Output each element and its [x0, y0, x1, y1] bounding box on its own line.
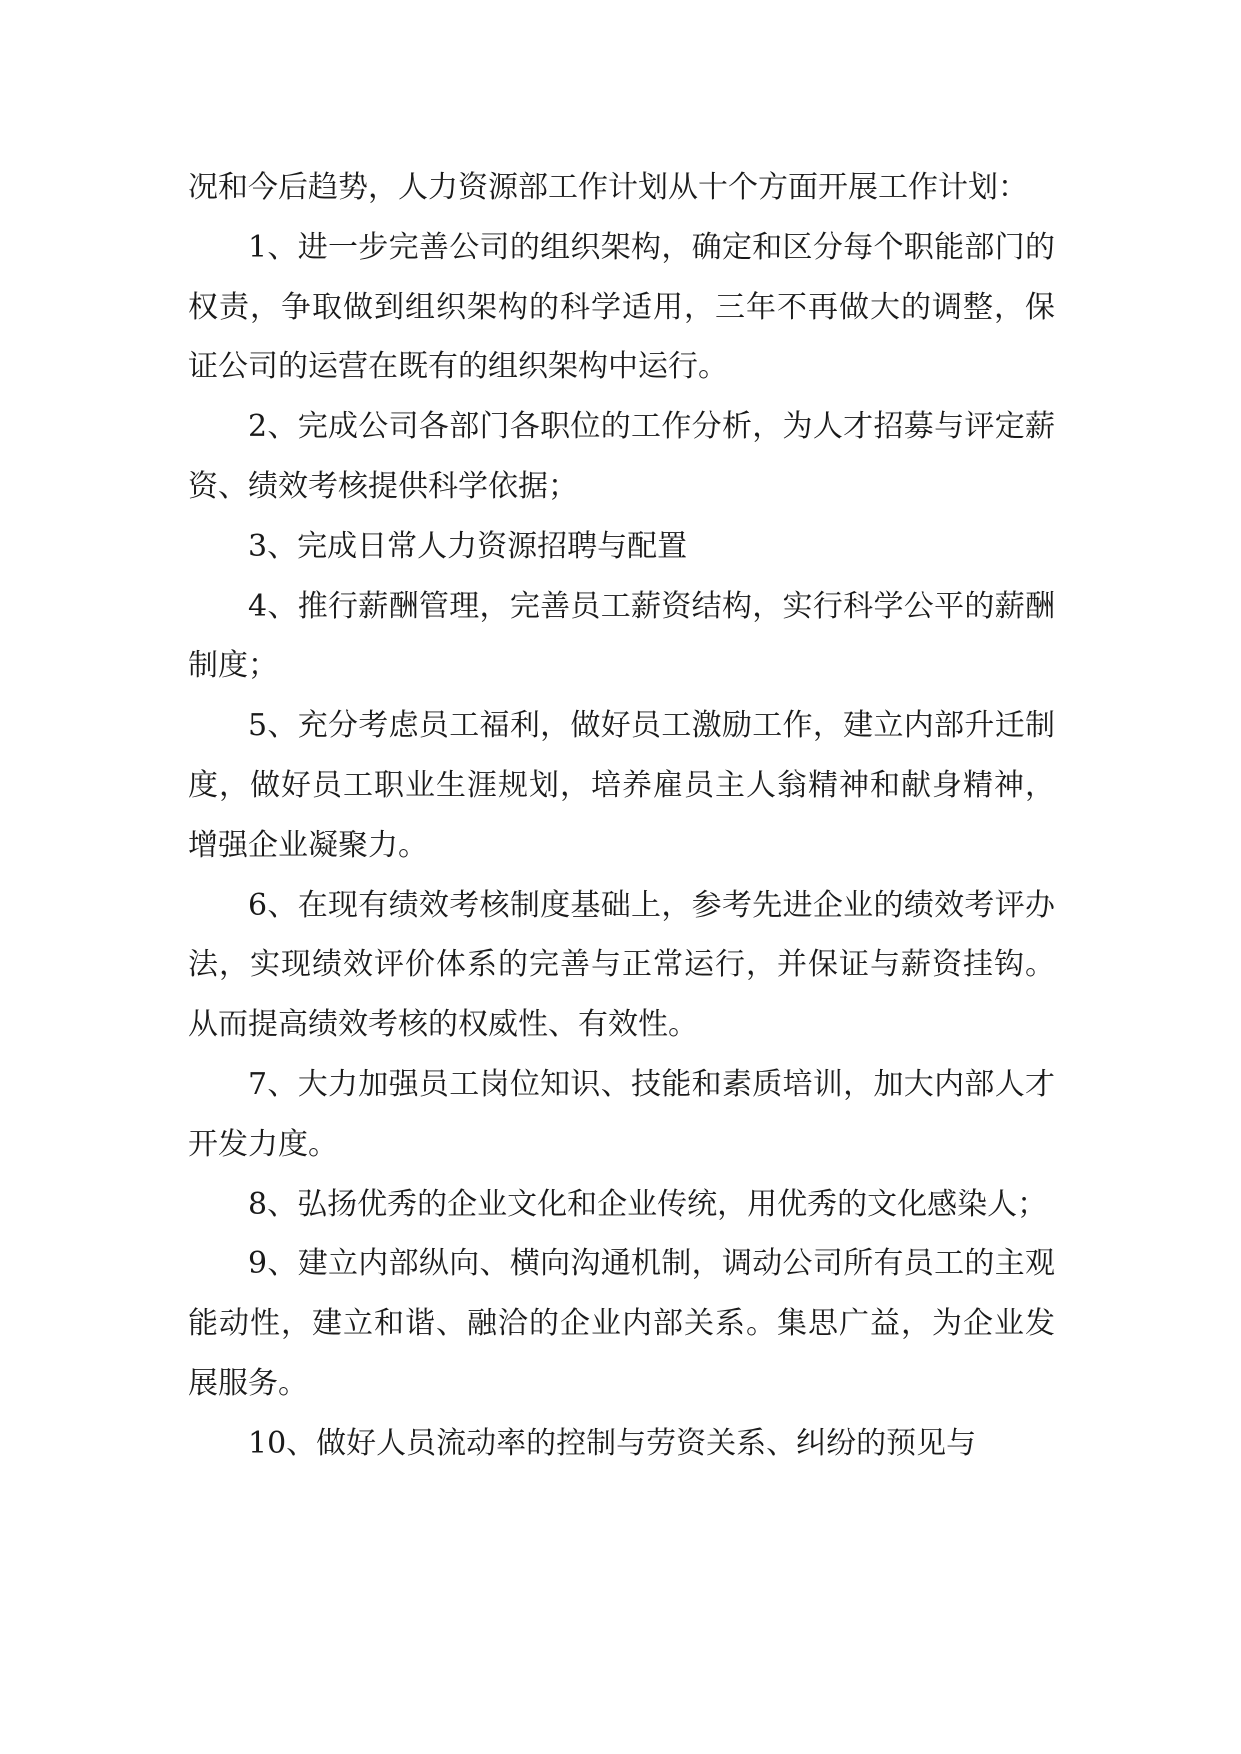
paragraph-intro: 况和今后趋势，人力资源部工作计划从十个方面开展工作计划： [188, 170, 1028, 205]
paragraph-item-4: 4、推行薪酬管理，完善员工薪资结构，实行科学公平的薪酬制度； [188, 588, 1055, 684]
paragraph-item-3: 3、完成日常人力资源招聘与配置 [248, 528, 688, 564]
paragraph-item-5: 5、充分考虑员工福利，做好员工激励工作，建立内部升迁制度，做好员工职业生涯规划，培养雇员主人翁精神和献身精神，增强企业凝聚力。 [188, 708, 1055, 863]
paragraph-item-9: 9、建立内部纵向、横向沟通机制，调动公司所有员工的主观能动性，建立和谐、融洽的企业内部关系。集思广益，为企业发展服务。 [188, 1246, 1055, 1401]
paragraph-item-2: 2、完成公司各部门各职位的工作分析，为人才招募与评定薪资、绩效考核提供科学依据； [188, 409, 1055, 504]
paragraph-item-6: 6、在现有绩效考核制度基础上，参考先进企业的绩效考评办法，实现绩效评价体系的完善与正常运行，并保证与薪资挂钩。从而提高绩效考核的权威性、有效性。 [188, 887, 1055, 1043]
document-body [188, 158, 1055, 1474]
paragraph-item-7: 7、大力加强员工岗位知识、技能和素质培训，加大内部人才开发力度。 [188, 1066, 1055, 1162]
paragraph-item-10: 10、做好人员流动率的控制与劳资关系、纠纷的预见与 [248, 1425, 977, 1461]
paragraph-item-8: 8、弘扬优秀的企业文化和企业传统，用优秀的文化感染人； [248, 1186, 1048, 1222]
paragraph-item-1: 1、进一步完善公司的组织架构，确定和区分每个职能部门的权责，争取做到组织架构的科学适用，三年不再做大的调整，保证公司的运营在既有的组织架构中运行。 [188, 229, 1055, 385]
